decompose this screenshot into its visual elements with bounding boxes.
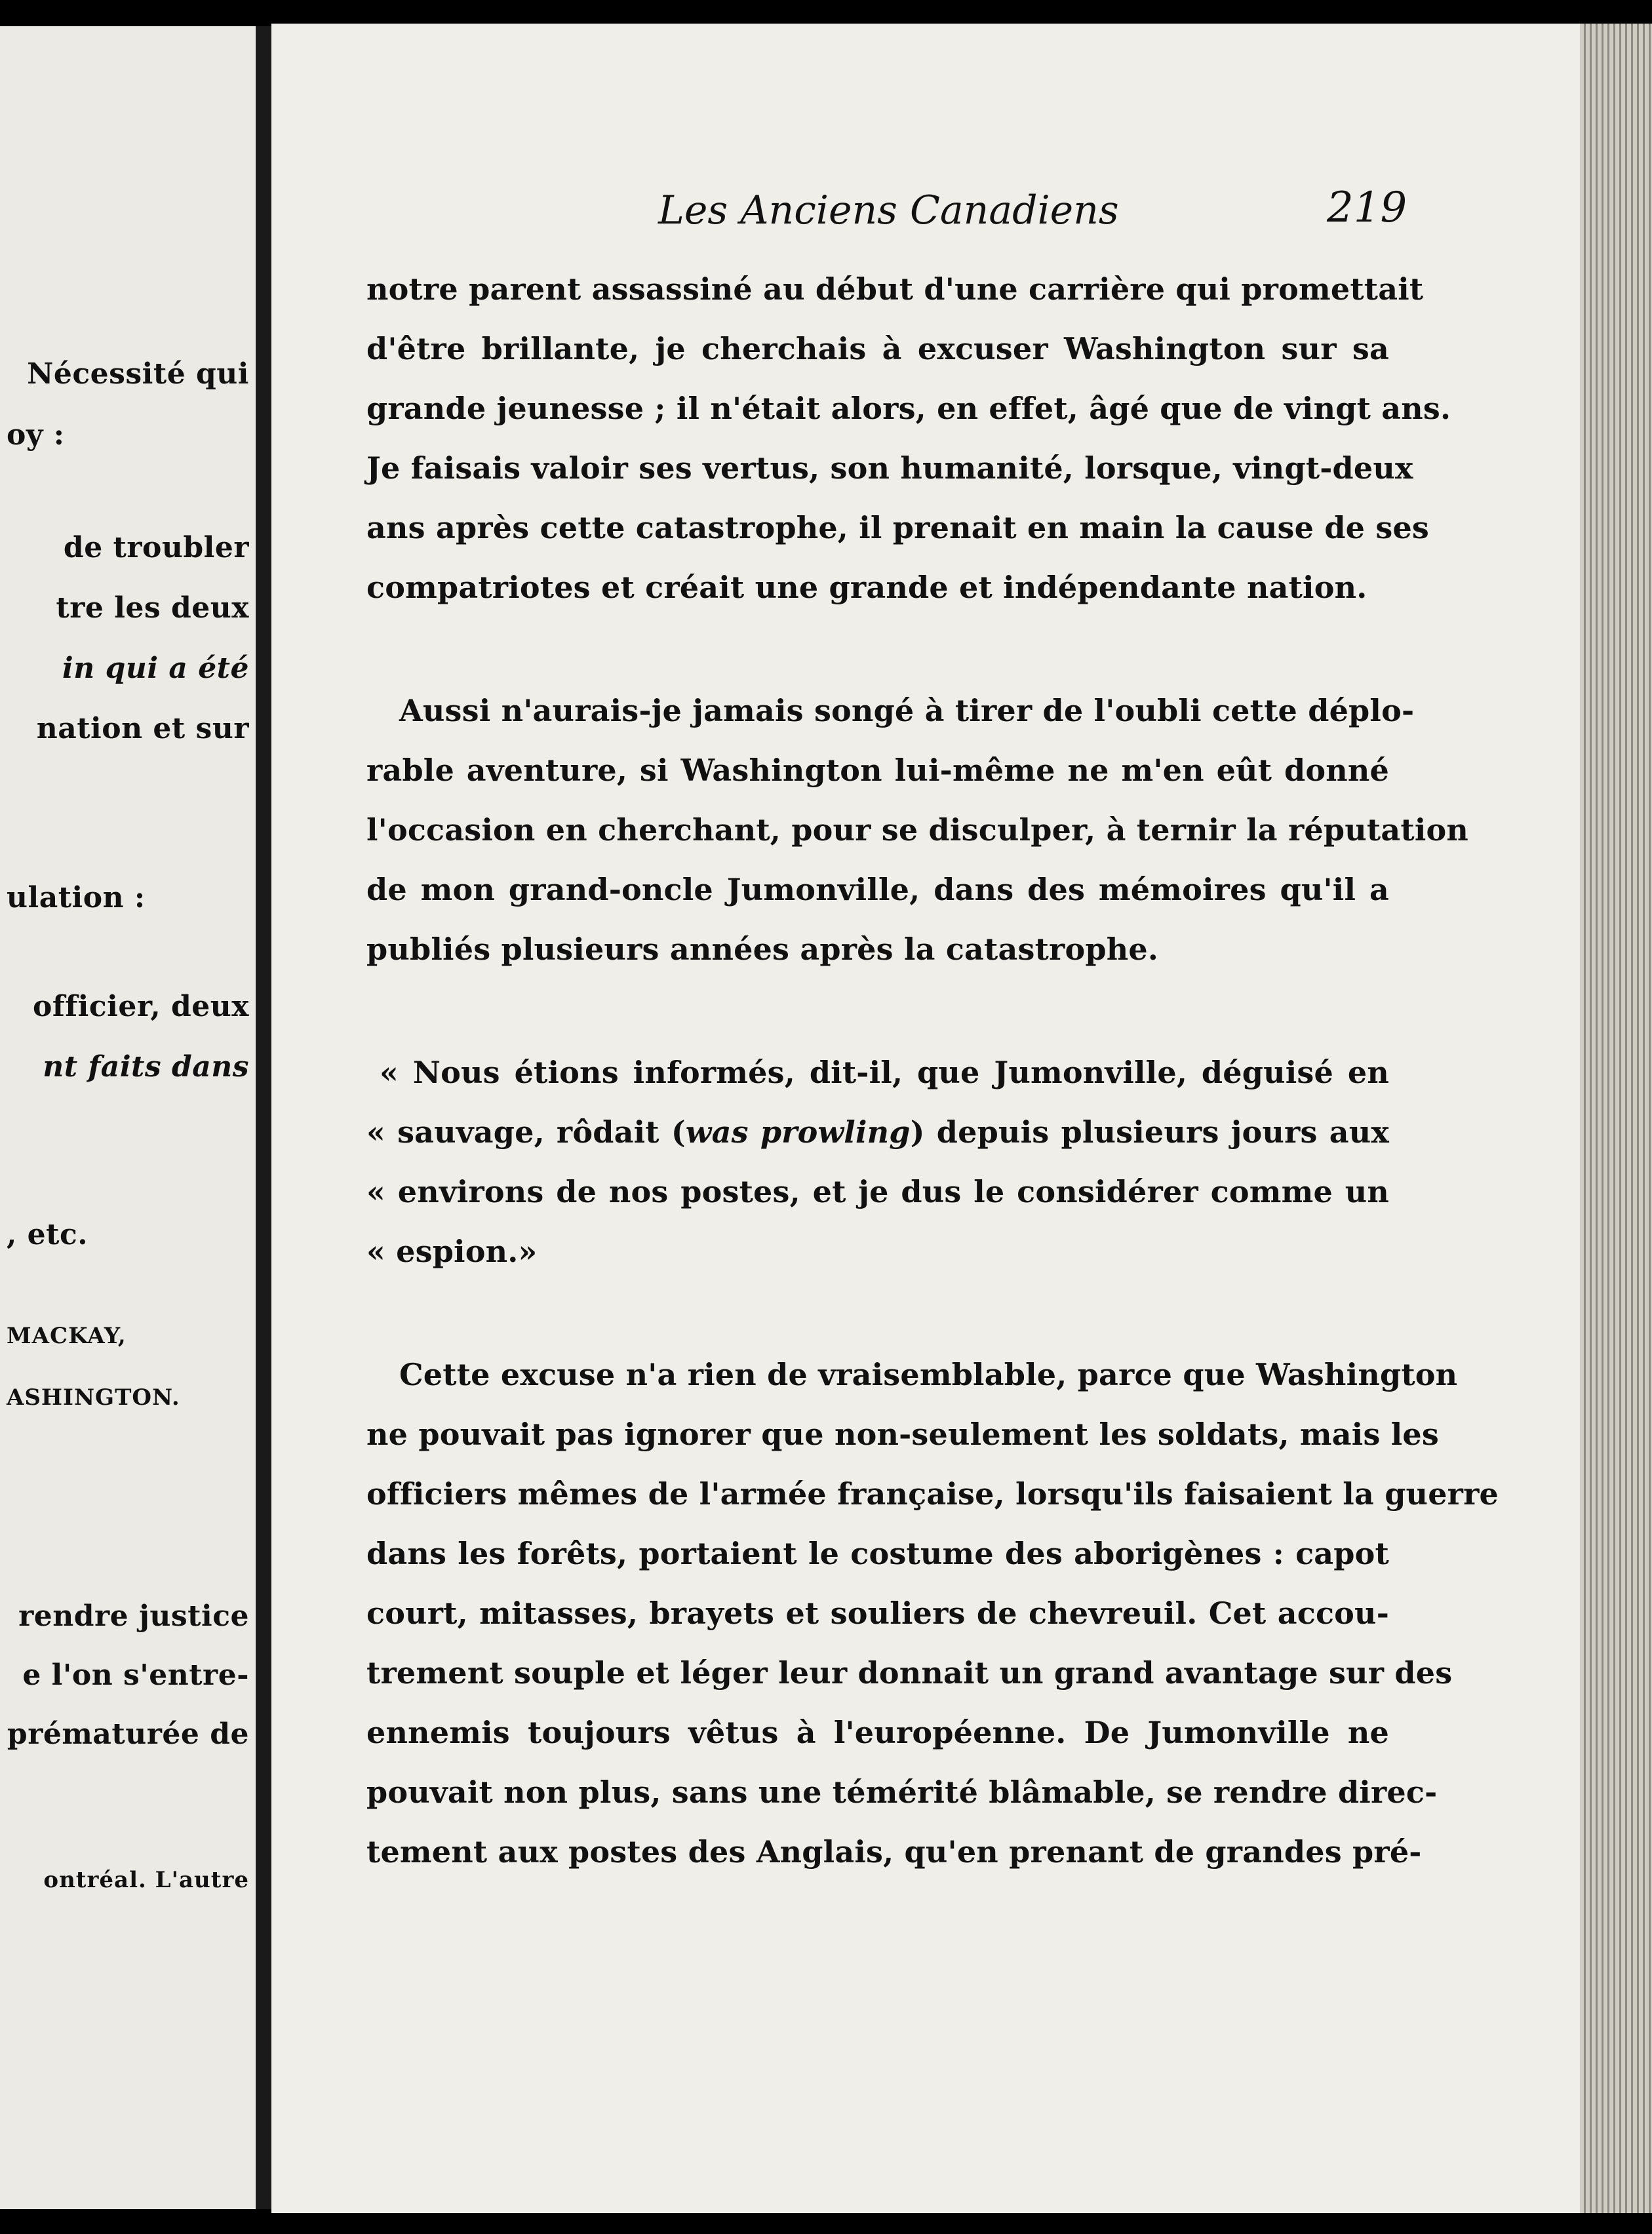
text-line: l'occasion en cherchant, pour se disculper, à ternir la réputation: [366, 812, 1469, 848]
text-line: compatriotes et créait une grande et indépendante nation.: [366, 570, 1367, 605]
left-page-fragment: de troubler: [63, 531, 249, 564]
paragraph: [366, 260, 1451, 617]
left-page-fragment: oy :: [7, 418, 65, 452]
running-head: Les Anciens Canadiens: [658, 187, 1119, 233]
previous-page-strip: [0, 26, 256, 2209]
paragraph: [366, 681, 1469, 979]
text-line: Cette excuse n'a rien de vraisemblable, parce que Washington: [399, 1357, 1458, 1392]
text-line: tement aux postes des Anglais, qu'en prenant de grandes pré-: [366, 1834, 1422, 1870]
left-page-fragment: MACKAY,: [7, 1323, 127, 1349]
left-page-fragment: rendre justice: [18, 1599, 249, 1633]
left-page-fragment: officier, deux: [32, 990, 249, 1023]
text-line: dans les forêts, portaient le costume des aborigènes : capot: [366, 1536, 1389, 1571]
left-page-fragment: ontréal. L'autre: [43, 1867, 249, 1893]
text-line: trement souple et léger leur donnait un grand avantage sur des: [366, 1655, 1453, 1691]
left-page-fragment: Nécessité qui: [27, 357, 249, 391]
left-page-fragment: tre les deux: [56, 591, 249, 625]
left-page-fragment: nt faits dans: [43, 1050, 249, 1084]
quotation: [366, 1043, 1389, 1282]
left-page-fragment: prématurée de: [7, 1717, 249, 1751]
page-edges: [1580, 24, 1652, 2213]
text-line: notre parent assassiné au début d'une carrière qui promettait: [366, 271, 1424, 307]
left-page-fragment: , etc.: [7, 1218, 88, 1251]
text-line: « Nous étions informés, dit-il, que Jumonville, déguisé en: [380, 1055, 1389, 1090]
text-line: officiers mêmes de l'armée française, lorsqu'ils faisaient la guerre: [366, 1476, 1499, 1512]
left-page-fragment: e l'on s'entre-: [22, 1658, 249, 1692]
text-line: « environs de nos postes, et je dus le considérer comme un: [366, 1174, 1389, 1209]
text-line: grande jeunesse ; il n'était alors, en effet, âgé que de vingt ans.: [366, 391, 1451, 426]
page-body: [366, 260, 1499, 1882]
text-line: ennemis toujours vêtus à l'européenne. De Jumonville ne: [366, 1715, 1389, 1750]
text-line: pouvait non plus, sans une témérité blâmable, se rendre direc-: [366, 1774, 1438, 1810]
current-page: [271, 24, 1580, 2213]
left-page-fragment: in qui a été: [62, 652, 249, 685]
book-gutter: [256, 26, 271, 2209]
text-line: Je faisais valoir ses vertus, son humanité, lorsque, vingt-deux: [366, 450, 1413, 486]
left-page-fragment: nation et sur: [36, 712, 249, 745]
page-number: 219: [1327, 184, 1407, 232]
text-line: ne pouvait pas ignorer que non-seulement les soldats, mais les: [366, 1417, 1439, 1452]
text-line: ans après cette catastrophe, il prenait en main la cause de ses: [366, 510, 1430, 545]
text-line: « espion.»: [366, 1234, 538, 1269]
paragraph: [366, 1345, 1499, 1882]
text-line: court, mitasses, brayets et souliers de chevreuil. Cet accou-: [366, 1596, 1389, 1631]
text-line: rable aventure, si Washington lui-même ne m'en eût donné: [366, 753, 1389, 788]
text-line: d'être brillante, je cherchais à excuser Washington sur sa: [366, 331, 1389, 366]
left-page-fragment: ulation :: [7, 881, 146, 914]
left-page-fragment: ASHINGTON.: [7, 1384, 180, 1411]
text-line: « sauvage, rôdait (was prowling) depuis plusieurs jours aux: [366, 1114, 1389, 1150]
text-line: de mon grand-oncle Jumonville, dans des mémoires qu'il a: [366, 872, 1389, 907]
text-line: publiés plusieurs années après la catastrophe.: [366, 931, 1159, 967]
text-line: Aussi n'aurais-je jamais songé à tirer de l'oubli cette déplo-: [399, 693, 1415, 728]
